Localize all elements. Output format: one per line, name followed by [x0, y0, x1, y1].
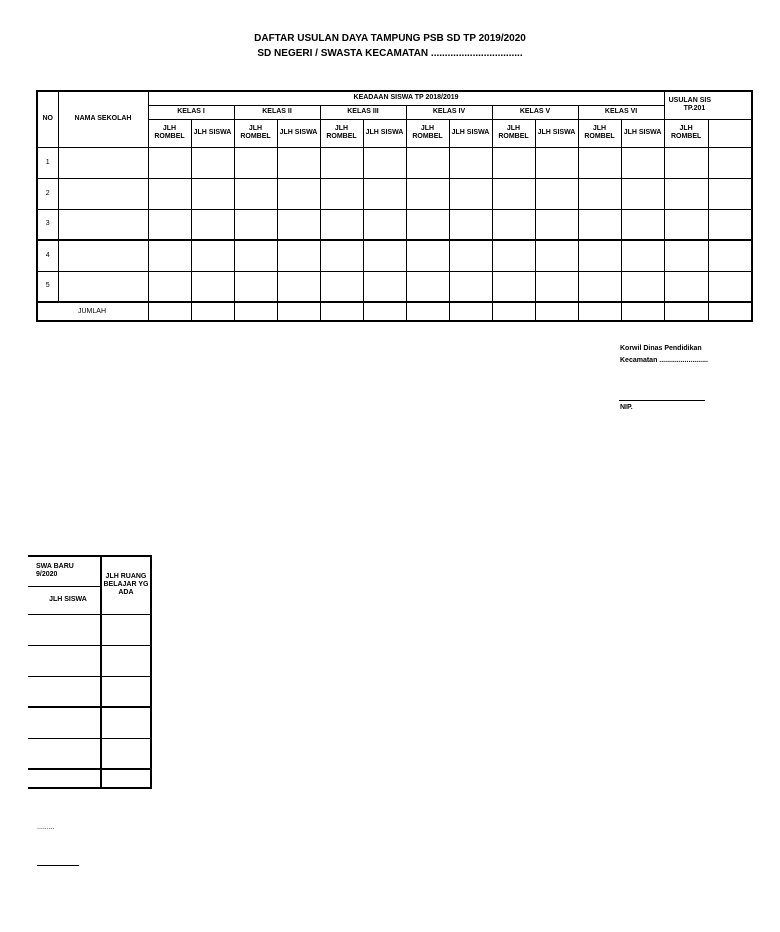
table-cell [535, 271, 578, 302]
table-cell [363, 147, 406, 178]
table-cell [148, 147, 191, 178]
continuation-jumlah-row [28, 769, 151, 788]
continuation-header-usulan: SWA BARU 9/2020 [28, 556, 101, 586]
continuation-table-area [36, 555, 149, 789]
table-row [28, 707, 151, 738]
table-cell [535, 240, 578, 271]
table-cell [449, 178, 492, 209]
table-cell [234, 240, 277, 271]
header-no: NO [37, 91, 58, 147]
table-row [37, 178, 752, 209]
table-cell [277, 240, 320, 271]
table-cell [234, 147, 277, 178]
table-cell [101, 707, 151, 738]
table-cell [449, 271, 492, 302]
table-cell [449, 147, 492, 178]
table-cell [28, 676, 101, 707]
table-cell [708, 240, 752, 271]
row-number: 5 [37, 271, 58, 302]
table-cell [578, 209, 621, 240]
table-row [28, 738, 151, 769]
signature-line1: Korwil Dinas Pendidikan [620, 345, 702, 352]
table-cell [664, 240, 708, 271]
header-nama-sekolah: NAMA SEKOLAH [58, 91, 148, 147]
table-cell [101, 645, 151, 676]
table-cell [578, 271, 621, 302]
header-jlh-siswa: JLH SISWA [277, 119, 320, 147]
table-cell [621, 209, 664, 240]
table-cell [277, 147, 320, 178]
header-jlh-siswa: JLH SISWA [363, 119, 406, 147]
table-cell [58, 209, 148, 240]
table-cell [148, 271, 191, 302]
table-cell [320, 178, 363, 209]
table-cell [621, 147, 664, 178]
table-cell [320, 209, 363, 240]
table-cell [277, 209, 320, 240]
header-usulan-jlh-siswa [708, 119, 752, 147]
table-cell [578, 178, 621, 209]
continuation-dots: ......... [37, 824, 55, 831]
signature-line [619, 400, 705, 401]
table-cell [535, 178, 578, 209]
header-usulan: USULAN SIS TP.201 [664, 91, 752, 119]
table-cell [449, 240, 492, 271]
table-cell [191, 209, 234, 240]
table-cell [234, 178, 277, 209]
header-jlh-rombel: JLH ROMBEL [320, 119, 363, 147]
table-row [37, 240, 752, 271]
table-cell [664, 271, 708, 302]
continuation-line [37, 865, 79, 866]
header-jlh-siswa: JLH SISWA [621, 119, 664, 147]
table-cell [492, 240, 535, 271]
table-cell [664, 147, 708, 178]
table-cell [406, 271, 449, 302]
table-cell [234, 209, 277, 240]
table-cell [191, 178, 234, 209]
table-cell [320, 240, 363, 271]
table-cell [363, 240, 406, 271]
table-cell [708, 178, 752, 209]
table-cell [406, 240, 449, 271]
header-kelas-3: KELAS III [320, 105, 406, 119]
header-jlh-rombel: JLH ROMBEL [148, 119, 191, 147]
header-jlh-rombel: JLH ROMBEL [234, 119, 277, 147]
doc-title: DAFTAR USULAN DAYA TAMPUNG PSB SD TP 2019/2020 [254, 33, 526, 44]
table-cell [535, 147, 578, 178]
table-row [28, 645, 151, 676]
table-cell [708, 147, 752, 178]
table-cell [28, 738, 101, 769]
signature-line2: Kecamatan ......................... [620, 357, 708, 364]
continuation-table [28, 555, 152, 789]
table-cell [191, 240, 234, 271]
table-cell [621, 240, 664, 271]
jumlah-label: JUMLAH [37, 302, 148, 321]
table-cell [406, 178, 449, 209]
table-cell [191, 271, 234, 302]
header-usulan-jlh-rombel: JLH ROMBEL [664, 119, 708, 147]
table-cell [101, 676, 151, 707]
table-cell [58, 178, 148, 209]
table-cell [58, 271, 148, 302]
table-cell [28, 707, 101, 738]
table-cell [621, 178, 664, 209]
table-cell [58, 240, 148, 271]
table-cell [363, 209, 406, 240]
jumlah-row [37, 302, 752, 321]
table-cell [492, 147, 535, 178]
table-cell [58, 147, 148, 178]
table-cell [28, 614, 101, 645]
table-cell [320, 147, 363, 178]
header-jlh-rombel: JLH ROMBEL [492, 119, 535, 147]
header-kelas-5: KELAS V [492, 105, 578, 119]
table-cell [578, 240, 621, 271]
table-cell [708, 209, 752, 240]
table-row [37, 209, 752, 240]
header-jlh-siswa: JLH SISWA [191, 119, 234, 147]
header-kelas-2: KELAS II [234, 105, 320, 119]
table-cell [492, 209, 535, 240]
table-cell [708, 271, 752, 302]
header-jlh-rombel: JLH ROMBEL [578, 119, 621, 147]
table-cell [101, 738, 151, 769]
continuation-header-jlh-siswa: JLH SISWA [28, 586, 101, 614]
table-cell [148, 178, 191, 209]
table-cell [101, 614, 151, 645]
header-jlh-siswa: JLH SISWA [535, 119, 578, 147]
table-cell [28, 645, 101, 676]
table-row [37, 271, 752, 302]
row-number: 1 [37, 147, 58, 178]
header-keadaan: KEADAAN SISWA TP 2018/2019 [148, 91, 664, 105]
header-kelas-1: KELAS I [148, 105, 234, 119]
doc-subtitle: SD NEGERI / SWASTA KECAMATAN ................................. [257, 48, 523, 59]
table-row [37, 147, 752, 178]
table-cell [406, 147, 449, 178]
table-cell [621, 271, 664, 302]
table-cell [449, 209, 492, 240]
header-kelas-4: KELAS IV [406, 105, 492, 119]
header-ruang-belajar: JLH RUANG BELAJAR YG ADA [101, 556, 151, 614]
row-number: 4 [37, 240, 58, 271]
table-cell [363, 178, 406, 209]
table-cell [148, 209, 191, 240]
table-cell [148, 240, 191, 271]
table-cell [492, 271, 535, 302]
main-table-body [37, 147, 752, 302]
table-cell [406, 209, 449, 240]
header-jlh-rombel: JLH ROMBEL [406, 119, 449, 147]
table-cell [664, 209, 708, 240]
table-cell [492, 178, 535, 209]
row-number: 3 [37, 209, 58, 240]
table-cell [535, 209, 578, 240]
table-cell [664, 178, 708, 209]
main-table [36, 90, 753, 322]
row-number: 2 [37, 178, 58, 209]
table-cell [191, 147, 234, 178]
header-kelas-6: KELAS VI [578, 105, 664, 119]
table-cell [578, 147, 621, 178]
table-cell [277, 178, 320, 209]
table-row [28, 614, 151, 645]
table-row [28, 676, 151, 707]
table-cell [234, 271, 277, 302]
signature-nip: NIP. [620, 404, 633, 411]
main-table-area [36, 90, 712, 322]
header-jlh-siswa: JLH SISWA [449, 119, 492, 147]
table-cell [320, 271, 363, 302]
table-cell [363, 271, 406, 302]
table-cell [277, 271, 320, 302]
